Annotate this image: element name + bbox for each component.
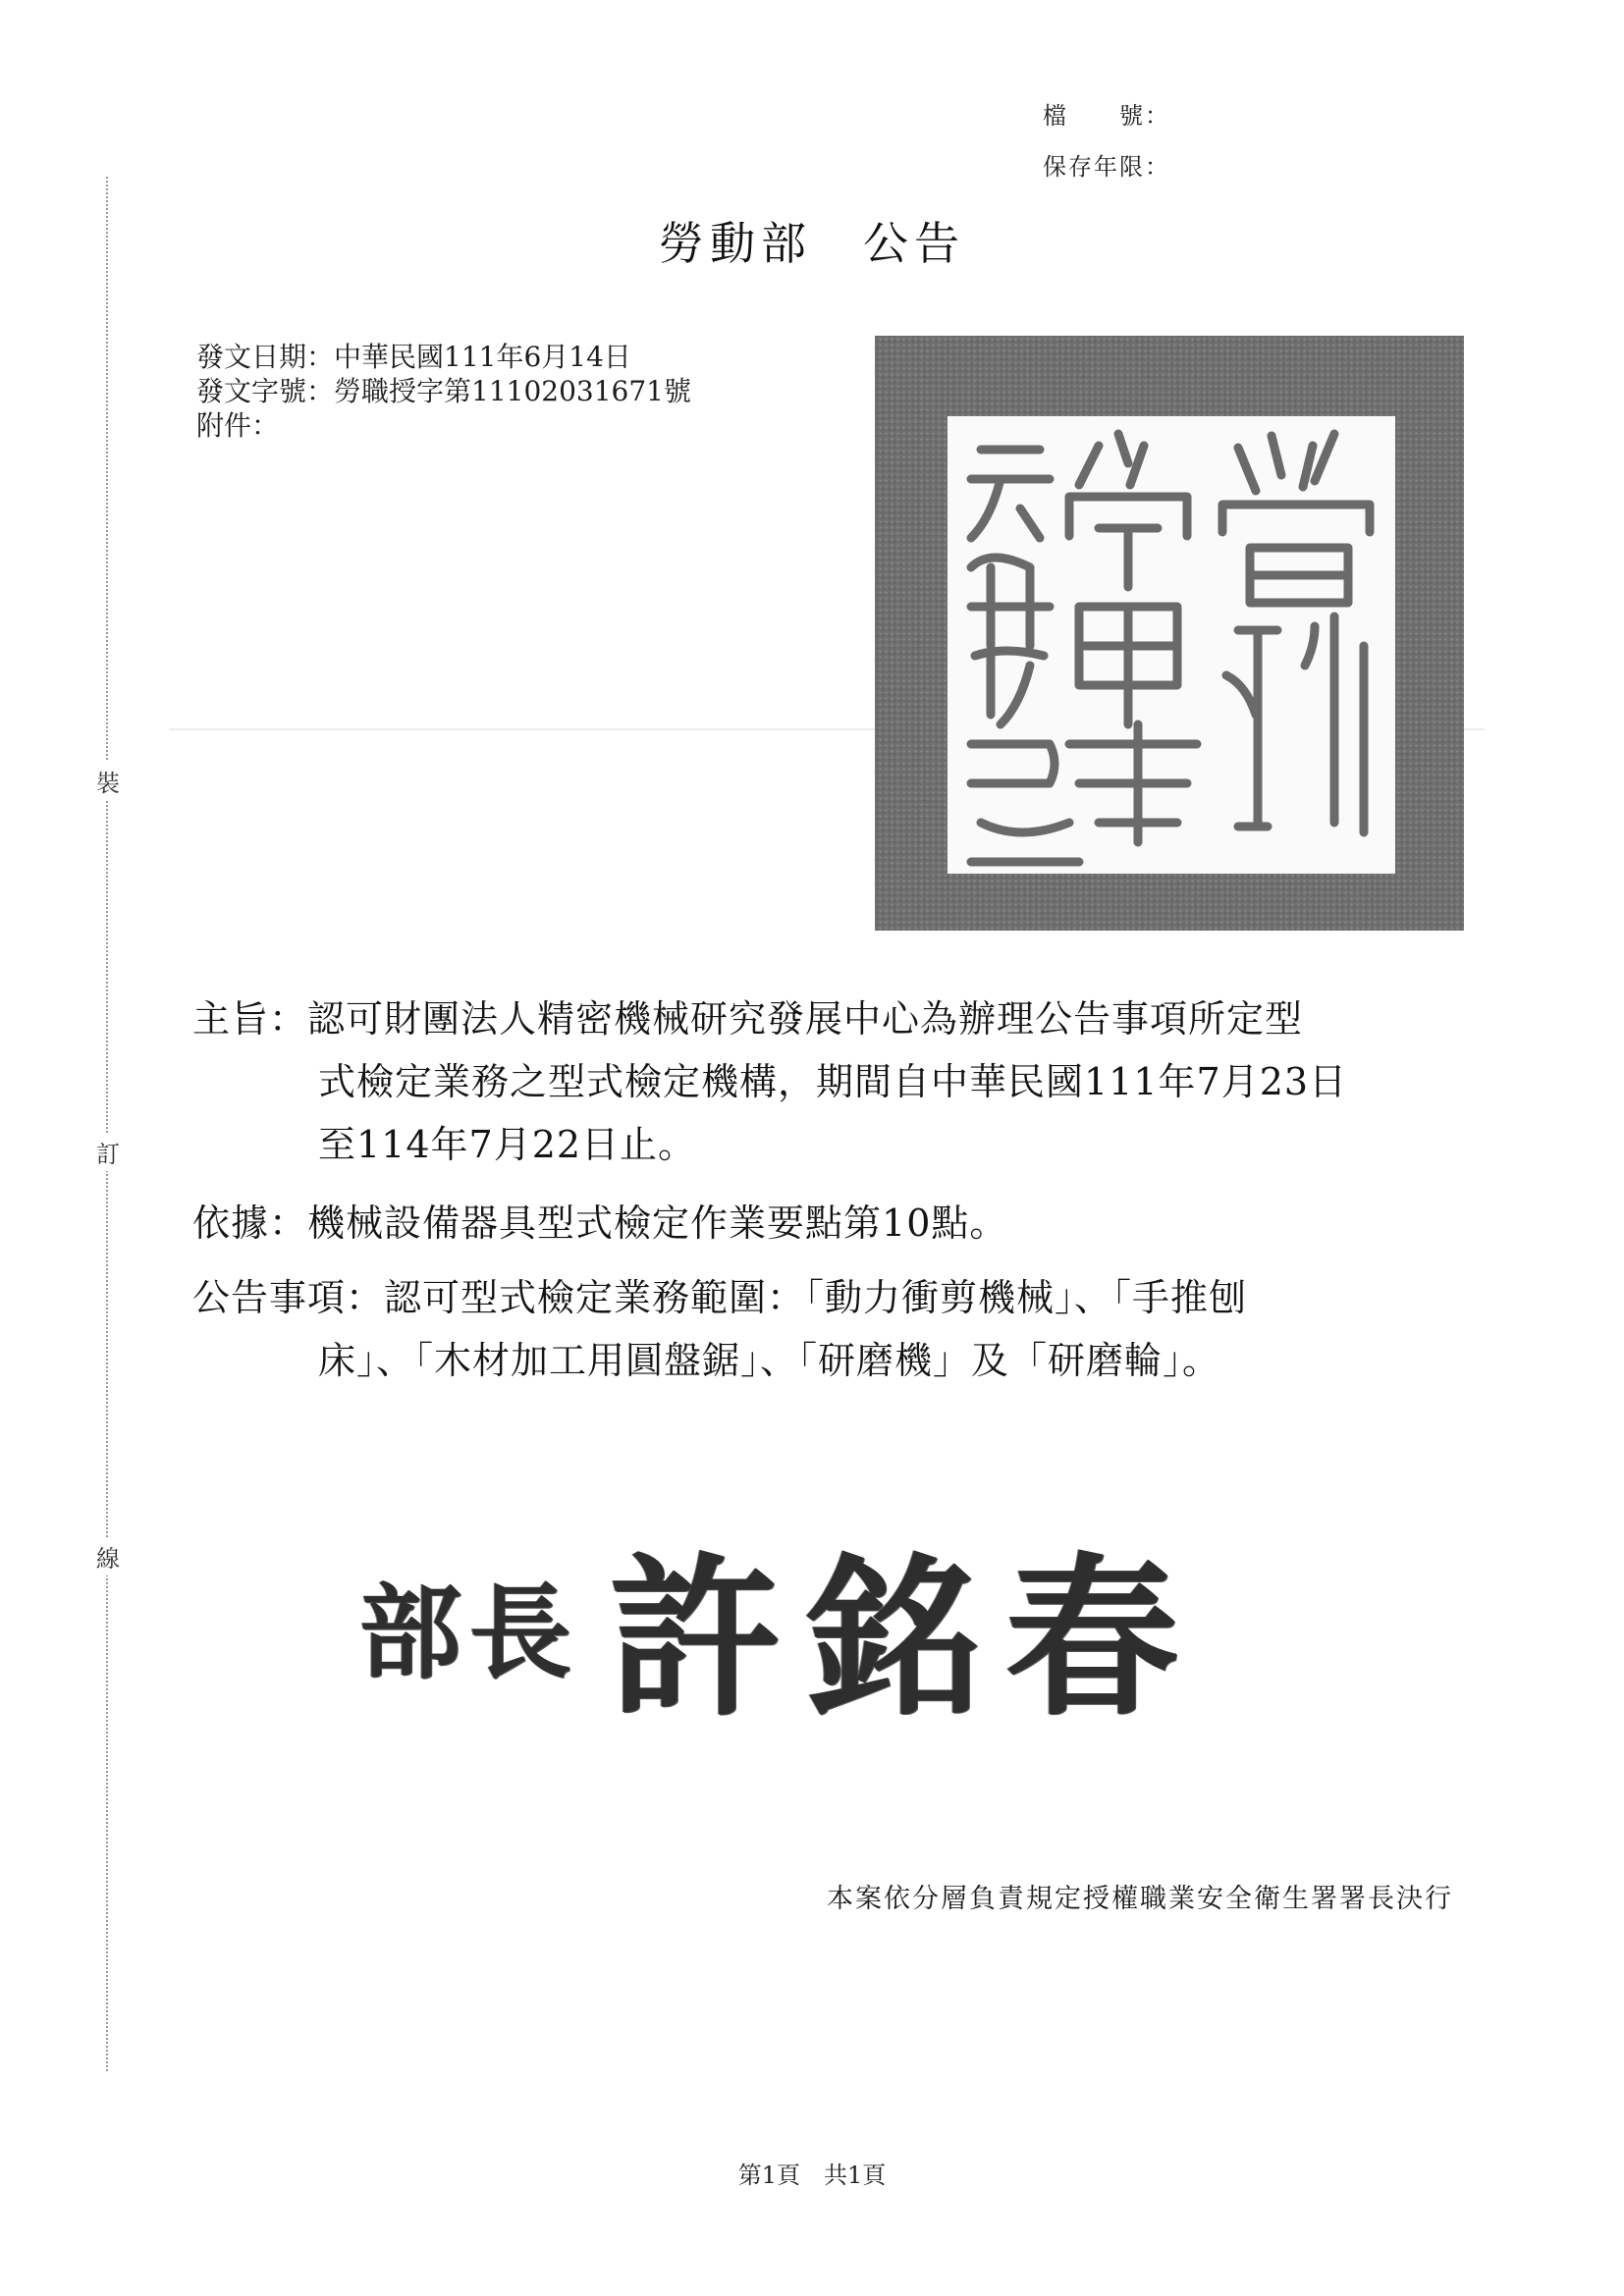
page-title: 勞動部 公告 [659, 217, 965, 270]
file-number-label: 檔 號： [1043, 102, 1170, 130]
binding-line [106, 177, 108, 2071]
subject-label: 主旨： [192, 997, 308, 1041]
minister-title: 部長 [359, 1573, 580, 1693]
announcement-line-1: 認可型式檢定業務範圍：「動力衝剪機械」、「手推刨 [384, 1276, 1248, 1319]
basis-text: 機械設備器具型式檢定作業要點第10點。 [307, 1201, 1008, 1245]
page-number: 第1頁 共1頁 [737, 2162, 887, 2189]
issue-date: 發文日期：中華民國111年6月14日 [196, 341, 631, 373]
binding-mark-xian: 線 [96, 1537, 120, 1575]
issue-info [196, 340, 691, 443]
delegation-note: 本案依分層負責規定授權職業安全衛生署署長決行 [827, 1884, 1453, 1914]
basis-section [192, 1192, 1007, 1255]
minister-signature [359, 1500, 1205, 1739]
minister-name: 許銘春 [609, 1538, 1205, 1739]
subject-line-3: 至114年7月22日止。 [318, 1123, 697, 1166]
attachment-label: 附件： [196, 409, 280, 442]
seal-icon [873, 332, 1466, 934]
subject-line-2: 式檢定業務之型式檢定機構，期間自中華民國111年7月23日 [318, 1060, 1348, 1103]
issue-number: 發文字號：勞職授字第11102031671號 [196, 375, 691, 407]
subject-line-1: 認可財團法人精密機械研究發展中心為辦理公告事項所定型 [307, 997, 1304, 1041]
announcement-label: 公告事項： [192, 1276, 385, 1319]
subject-section [192, 988, 1347, 1176]
announcement-line-2: 床」、「木材加工用圓盤鋸」、「研磨機」及「研磨輪」。 [318, 1339, 1221, 1382]
official-seal [873, 332, 1466, 934]
basis-label: 依據： [192, 1201, 308, 1245]
announcement-section [192, 1266, 1247, 1392]
binding-mark-zhuang: 裝 [96, 762, 120, 800]
retention-period-label: 保存年限： [1043, 153, 1170, 181]
binding-mark-ding: 訂 [96, 1133, 120, 1171]
